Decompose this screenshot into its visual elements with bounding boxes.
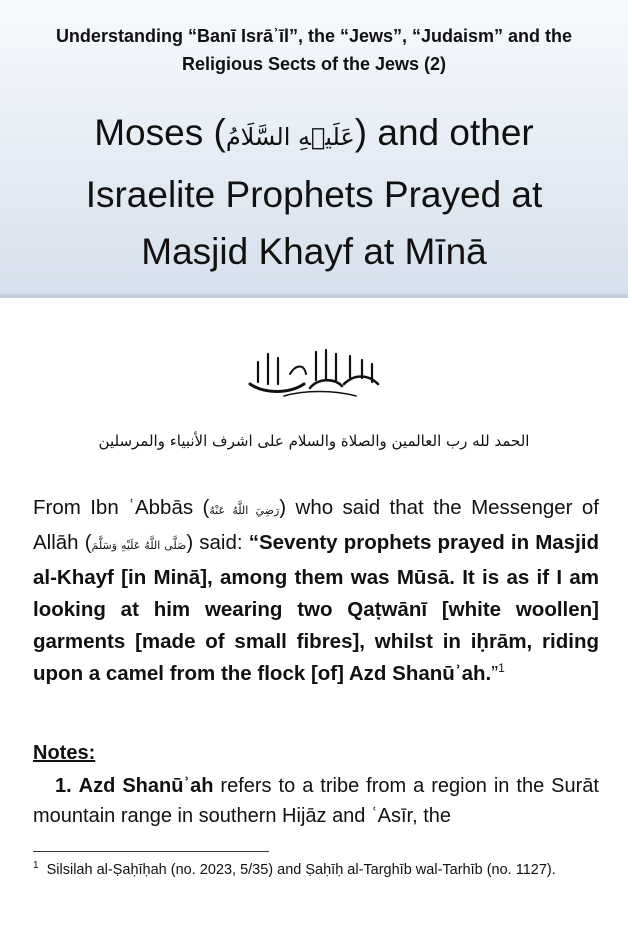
title-line1-pre: Moses ( (94, 112, 226, 153)
hadith-quote: “Seventy prophets prayed in Masjid al-Khayf [in Minā], among them was Mūsā. It is as if I am looking at him wearing two Qaṭwānī [white woollen] garments [made of small fibres], whilst in iḥrām, riding upon a camel from the flock [of] Azd Shanūʾah. (33, 531, 599, 685)
notes-heading: Notes: (33, 742, 96, 764)
note-number: 1. (55, 775, 72, 797)
title-honorific: عَلَيۡهِ السَّلَامُ (225, 123, 355, 151)
banner-divider (0, 294, 628, 298)
quote-close: ” (491, 662, 499, 685)
footnote-divider (33, 851, 269, 852)
title-banner (0, 0, 628, 298)
hadith-paragraph (33, 492, 599, 690)
note-term: Azd Shanūʾah (78, 775, 214, 797)
intro-part-3: ) said: (186, 531, 249, 554)
arabic-praise-line: الحمد لله رب العالمين والصلاة والسلام على اشرف الأنبياء والمرسلين (98, 432, 530, 450)
note-text: refers to a tribe from a region in the Surāt mountain range in southern Hijāz and ʿAsīr, the (33, 775, 599, 827)
page-subtitle: Understanding “Banī Isrāʾīl”, the “Jews”, “Judaism” and the Religious Sects of the Jews (2) (55, 26, 573, 74)
title-line1-post: ) and other (354, 112, 534, 153)
title-line3: Masjid Khayf at Mīnā (141, 231, 487, 272)
honorific-messenger: صَلَّى اللَّهُ عَلَيْهِ وَسَلَّمَ (91, 539, 187, 552)
footnote-marker: 1 (33, 860, 39, 872)
title-line2: Israelite Prophets Prayed at (85, 174, 543, 215)
page-title (10, 104, 618, 280)
honorific-ibn-abbas: رَضِيَ اللَّهُ عَنْهُ (209, 504, 280, 517)
intro-part-2: ) who said that the Messenger of Allāh ( (33, 496, 599, 554)
footnote-reference[interactable]: 1 (498, 661, 505, 676)
footnote (33, 860, 599, 881)
footnote-text: Silsilah al-Ṣaḥīḥah (no. 2023, 5/35) and Ṣaḥīḥ al-Targhīb wal-Tarhīb (no. 1127). (46, 862, 556, 878)
bismillah-calligraphy (244, 344, 384, 400)
note-item (33, 771, 599, 831)
intro-part-1: From Ibn ʿAbbās ( (33, 496, 210, 519)
